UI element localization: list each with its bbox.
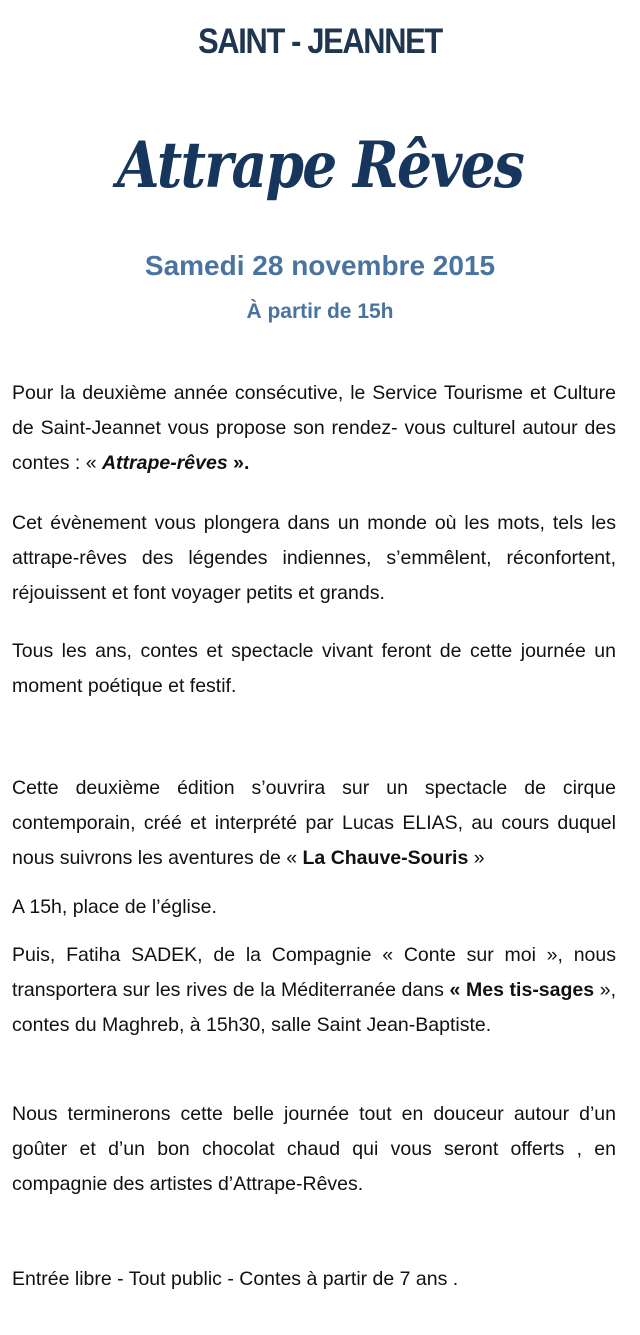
event-start-time: À partir de 15h [246, 300, 394, 323]
circus-show-name: La Chauve-Souris [302, 847, 469, 869]
annual-paragraph: Tous les ans, contes et spectacle vivant feront de cette journée un moment poétique et festif. [12, 640, 616, 697]
event-date: Samedi 28 novembre 2015 [144, 250, 496, 281]
circus-text: Cette deuxième édition s’ouvrira sur un spectacle de cirque contemporain, créé et interprété par Lucas ELIAS, au cours duquel nous suivrons les aventures de « [12, 777, 616, 869]
circus-end: » [468, 847, 485, 869]
intro-paragraph [12, 376, 616, 481]
event-title: Attrape Rêves [116, 128, 524, 203]
admission-info: Entrée libre - Tout public - Contes à partir de 7 ans . [12, 1268, 459, 1290]
circus-location: A 15h, place de l’église. [12, 896, 217, 918]
town-heading: SAINT - JEANNET [198, 22, 442, 61]
closing-paragraph: Nous terminerons cette belle journée tout en douceur autour d’un goûter et d’un bon chocolat chaud qui vous seront offerts , en compagnie des artistes d’Attrape-Rêves. [12, 1103, 616, 1195]
event-description-paragraph: Cet évènement vous plongera dans un monde où les mots, tels les attrape-rêves des légendes indiennes, s’emmêlent, réconfortent, réjouissent et font voyager petits et grands. [12, 512, 616, 604]
storytelling-show-name: « Mes tis-sages [449, 979, 595, 1001]
storytelling-end: », contes du Maghreb, à 15h30, salle Saint Jean-Baptiste. [12, 979, 617, 1036]
storytelling-text: Puis, Fatiha SADEK, de la Compagnie « Conte sur moi », nous transportera sur les rives de la Méditerranée dans [12, 944, 616, 1001]
circus-paragraph [12, 771, 616, 876]
intro-end: ». [227, 452, 250, 474]
intro-emphasis: Attrape-rêves [101, 452, 228, 474]
intro-text: Pour la deuxième année consécutive, le Service Tourisme et Culture de Saint-Jeannet vous propose son rendez- vous culturel autour des contes : « [12, 382, 616, 474]
storytelling-paragraph [12, 938, 616, 1043]
